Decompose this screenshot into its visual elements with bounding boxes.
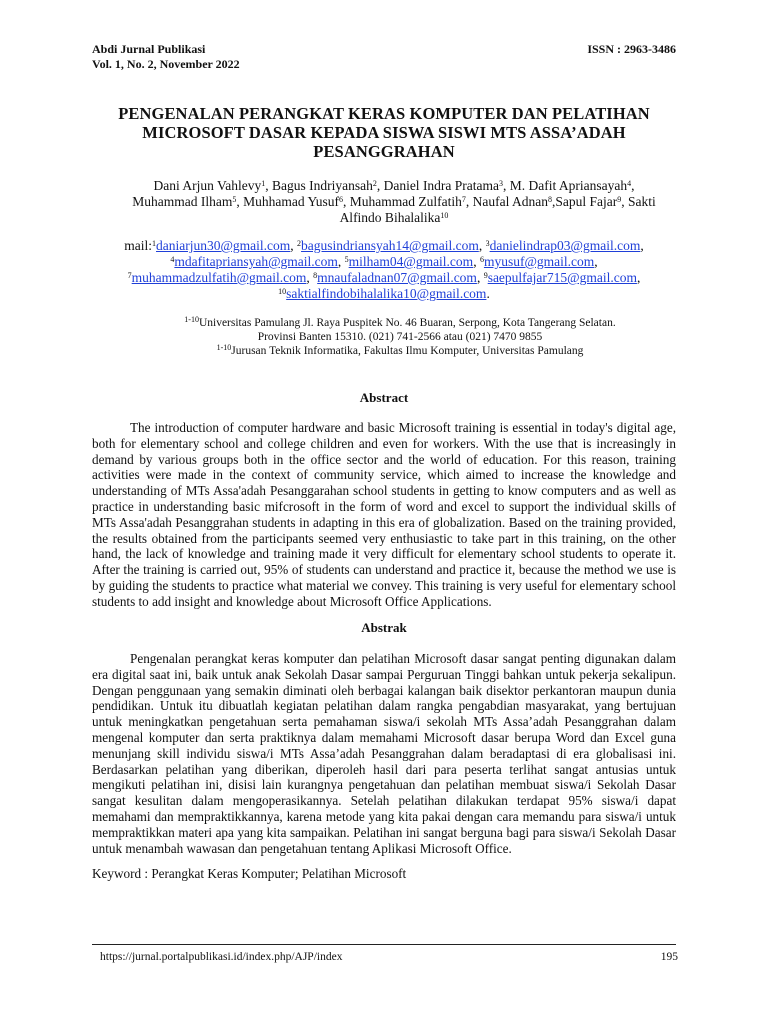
email-sup: 9: [483, 271, 488, 280]
email-link[interactable]: bagusindriansyah14@gmail.com: [301, 238, 479, 253]
author: Muhammad Ilham: [132, 194, 233, 209]
abstract-text: The introduction of computer hardware and basic Microsoft training is essential in today's digital age, both for elementary school and college children and even for workers. With the use that is increasingly in demand by various groups both in the office sector and the world of education. For this reason, training activities were made in the context of community service, which aimed to increase the knowledge and understanding of MTs Assa'adah Pesanggarahan school students in getting to know computers and as well as practice in understanding basic mifcrosoft in the form of word and excel to support the individual skills of MTs Assa'adah Pesanggrahan students in adapting in this era of globalization. Based on the training provided, the results obtained from the participants seemed very enthusiastic to take part in this training, on the other hand, the lack of knowledge and training made it very difficult for elementary school students to operate it. After the training is carried out, 95% of students can understand and practice it, because the method we use is by guiding the students to practice what material we convey. This training is very useful for elementary school students to add insight and knowledge about Microsoft Office Applications.: [92, 420, 676, 609]
author-sup: 7: [461, 195, 466, 204]
email-sup: 8: [313, 271, 318, 280]
author-sup: 9: [617, 195, 622, 204]
affiliation-line: Jurusan Teknik Informatika, Fakultas Ilmu Komputer, Universitas Pamulang: [231, 345, 584, 357]
author: Dani Arjun Vahlevy: [153, 178, 262, 193]
author-sup: 2: [372, 179, 377, 188]
email-list: mail:$^1$daniarjun30@gmail.com, $^2$bagusindriansyah14@gmail.com, $^3$danielindrap03@gmail.com, $^4$mdafitapriansyah@gmail.com, $^5$milham04@gmail.com, $^6$myusuf@gmail.com, $^7$muhammadzulfatih@gmail.com, $^8$mnaufaladnan07@gmail.com, $^9$saepulfajar715@gmail.com, $^{10}$saktialfindobihalalika10@gmail.com.: [124, 238, 644, 301]
author: Bagus Indriyansah: [271, 178, 373, 193]
email-sup: 6: [479, 255, 484, 264]
affiliation-sup: 1-10: [216, 343, 232, 352]
author-sup: 1: [261, 179, 266, 188]
email-sup: 7: [127, 271, 132, 280]
footer-url[interactable]: https://jurnal.portalpublikasi.id/index.php/AJP/index: [100, 951, 343, 963]
email-sup: 10: [278, 287, 287, 296]
email-link[interactable]: mdafitapriansyah@gmail.com: [174, 254, 338, 269]
email-sup: 5: [344, 255, 349, 264]
author-sup: 3: [499, 179, 504, 188]
author: Sakti Alfindo Bihalalika: [339, 194, 656, 225]
author: Naufal Adnan: [472, 194, 548, 209]
author-sup: 8: [547, 195, 552, 204]
email-link[interactable]: danielindrap03@gmail.com: [489, 238, 641, 253]
author: Daniel Indra Pratama: [383, 178, 500, 193]
page-number: 195: [660, 951, 678, 963]
abstrak-text: Pengenalan perangkat keras komputer dan pelatihan Microsoft dasar sangat penting digunakan dalam era digital saat ini, baik untuk anak Sekolah Dasar sampai Perguruan Tinggi bahkan untuk pekerja sekalipun. Dengan penggunaan yang semakin diminati oleh berbagai kalangan baik disektor perkantoran maupun dunia pendidikan. Untuk itu dibuatlah kegiatan pelatihan dalam rangka pengabdian masyarakat, yang bertujuan untuk meningkatkan pengetahuan serta pemahaman siswa/i sekolah MTs Assa’adah Pesanggrahan dalam mengenal komputer dan serta praktiknya dalam memahami Microsoft dasar berupa Word dan Excel guna menunjang skill individu siswa/i MTs Assa’adah Pesanggrahan dalam beradaptasi di era globalisasi ini. Berdasarkan pelatihan yang diberikan, diperoleh hasil dari para peserta terlihat sangat antusias untuk mengikuti pelatihan ini, disisi lain kurangnya pengetahuan dan pelatihan membuat siswa/i Sekolah Dasar sangat kesulitan dalam mengoperasikannya. Setelah pelatihan dilakukan terdapat 95% siswa/i dapat memahami dan mempraktikkannya, karena metode yang kita pakai dengan cara memandu para siswa/i untuk mempraktikkan materi apa yang kita sampaikan. Pelatihan ini sangat berguna bagi para siswa/i Sekolah Dasar untuk menambah wawasan dan pengetahuan tentang Aplikasi Microsoft Office.: [92, 651, 676, 856]
abstrak-heading: Abstrak: [361, 620, 407, 635]
email-sup: 2: [297, 239, 302, 248]
email-link[interactable]: mnaufaladnan07@gmail.com: [317, 270, 477, 285]
author-list: Dani Arjun Vahlevy$^1$, Bagus Indriyansah$^2$, Daniel Indra Pratama$^3$, M. Dafit Apriansayah$^4$, Muhammad Ilham$^5$, Muhhamad Yusuf$^6$, Muhammad Zulfatih$^7$, Naufal Adnan$^8$,Sapul Fajar$^9$, Sakti Alfindo Bihalalika$^{10}$: [132, 178, 656, 225]
email-prefix: mail:: [124, 238, 153, 253]
running-header: [92, 42, 240, 72]
author: Muhammad Zulfatih: [349, 194, 462, 209]
affiliation-line: Universitas Pamulang Jl. Raya Puspitek No. 46 Buaran, Serpong, Kota Tangerang Selatan.: [198, 317, 616, 329]
email-link[interactable]: myusuf@gmail.com: [483, 254, 595, 269]
author: M. Dafit Apriansayah: [509, 178, 628, 193]
author-sup: 4: [627, 179, 632, 188]
issn: ISSN : 2963-3486: [587, 42, 676, 56]
affiliation-sup: 1-10: [184, 315, 199, 324]
email-link[interactable]: daniarjun30@gmail.com: [156, 238, 291, 253]
abstract-heading: Abstract: [359, 390, 409, 405]
email-sup: 3: [485, 239, 490, 248]
author: Muhhamad Yusuf: [243, 194, 339, 209]
author-sup: 5: [232, 195, 237, 204]
email-link[interactable]: milham04@gmail.com: [348, 254, 474, 269]
affiliations: [120, 316, 680, 358]
email-link[interactable]: saepulfajar715@gmail.com: [487, 270, 637, 285]
email-sup: 4: [170, 255, 175, 264]
email-link[interactable]: muhammadzulfatih@gmail.com: [131, 270, 307, 285]
keywords: Keyword : Perangkat Keras Komputer; Pelatihan Microsoft: [92, 866, 407, 881]
footer-divider: [92, 944, 676, 945]
email-sup: 1: [152, 239, 157, 248]
author: Sapul Fajar: [555, 194, 618, 209]
affiliation-line: Provinsi Banten 15310. (021) 741-2566 atau (021) 7470 9855: [257, 331, 543, 343]
email-link[interactable]: saktialfindobihalalika10@gmail.com: [286, 286, 487, 301]
paper-title: PENGENALAN PERANGKAT KERAS KOMPUTER DAN PELATIHAN MICROSOFT DASAR KEPADA SISWA SISWI MTS ASSA’ADAH PESANGGRAHAN: [118, 104, 650, 161]
author-sup: 10: [440, 211, 449, 220]
journal-name: Abdi Jurnal Publikasi: [92, 42, 206, 56]
journal-volume: Vol. 1, No. 2, November 2022: [92, 57, 240, 71]
author-sup: 6: [339, 195, 343, 204]
